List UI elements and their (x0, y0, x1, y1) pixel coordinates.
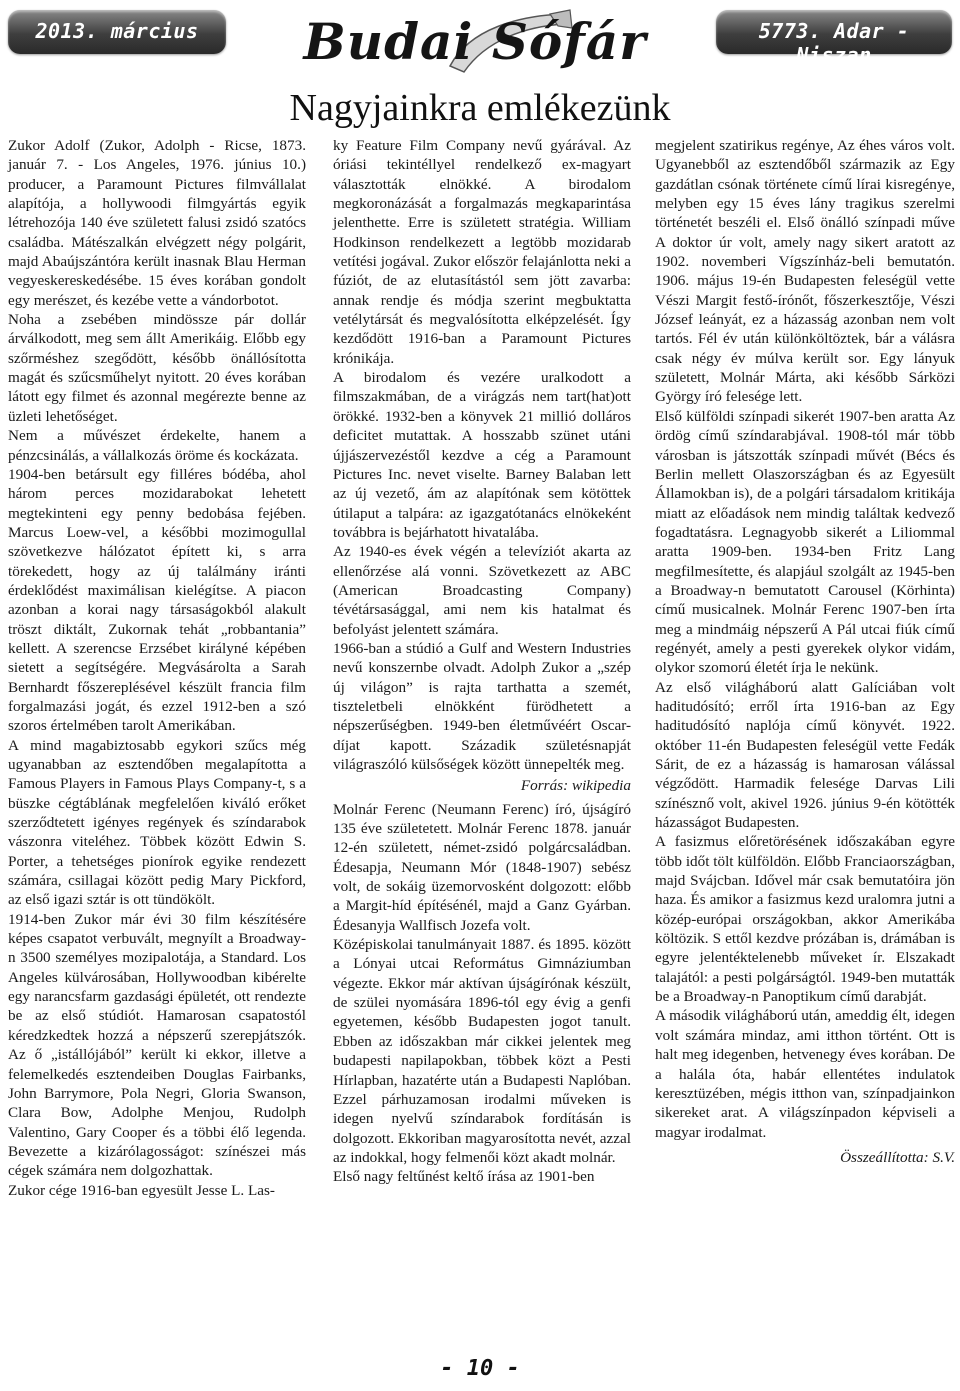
source-credit: Forrás: wikipedia (520, 777, 631, 795)
date-right: 5773. Adar - Niszan (758, 19, 910, 67)
paragraph: 1914-ben Zukor már évi 30 film készítésére képes csapatot verbuvált, megnyílt a Broadway-n 3500 személyes mozipalotája, a Standard. Los Angeles külvárosában, Hollywoodban kibérelte egy narancsfarm gazdasági épületét, ott rendezte be az első stúdiót. Hamarosan csapatostól kéredzkedtek hozzá a népszerű szerepjátszók. Az ő „istállójából” került ki ekkor, illetve a felemelkedés esztendeiben Douglas Fairbanks, John Barrymore, Pola Negri, Gloria Swanson, Clara Bow, Adolphe Menjou, Rudolph Valentino, Gary Cooper és a többi élő legenda. Bevezette a kizárólagosságot: színészei más cégek számára nem dolgozhattak. (8, 910, 306, 1180)
paragraph: Az 1940-es évek végén a televíziót akarta az ellenőrzése alá vonni. Szövetkezett az ABC (American Broadcasting Company) tévétársasággal, ami nem kis hatalmat és befolyást jelentett számára. (333, 543, 631, 638)
date-right-badge (716, 10, 952, 67)
signature: Összeállította: S.V. (840, 1148, 955, 1166)
paragraph: Nem a művészet érdekelte, hanem a pénzcsinálás, a vállalkozás öröme és kockázata. (8, 427, 306, 464)
page-number: - 10 - (440, 1356, 520, 1381)
paragraph: Noha a zsebében mindössze pár dollár árválkodott, meg sem állt Amerikáig. Előbb egy szőrméshez szegődött, később önállósította magát és szűcsműhelyt nyitott. 20 éves korában látott egy filmet és azonnal megérezte benne az üzleti lehetőséget. (8, 311, 306, 425)
paragraph: Molnár Ferenc (Neumann Ferenc) író, újságíró 135 éve születetett. Molnár Ferenc 1878. január 12-én született, német-zsidó polgárcsaládban. Édesapja, Neumann Mór (1848-1907) sebész volt, de sokáig üzemorvosként dolgozott: előbb a Margit-híd építésénél, majd a Ganz Gyárban. Édesanyja Wallfisch Jozefa volt. (333, 800, 631, 934)
paragraph: Zukor Adolf (Zukor, Adolph - Ricse, 1873. január 7. - Los Angeles, 1976. június 10.) producer, a Paramount Pictures filmvállalat alapítója, a hollywoodi filmgyártás egyik létrehozója 140 éve született falusi zsidó szatócs családba. Mátészalkán elvégzett négy polgárit, majd Abaújszántóra került inasnak Blau Herman vegyeskereskedésébe. 15 éves korában gondolt egy merészet, és kezébe vette a vándorbotot. (8, 137, 306, 309)
paragraph: A birodalom és vezére uralkodott a filmszakmában, de a virágzás nem tart(hat)ott örökké. 1932-ben a könyvek 21 millió dolláros deficitet mutattak. A hosszabb szünet utáni újjászervezéstől kezdve a cég a Paramount Pictures Inc. nevet viselte. Barney Balaban lett az új vezető, ám az alapítónak sem kötöttek útilaput a talpára: az igazgatótanács elnökeként továbbra is bejárhatott hivatalába. (333, 369, 631, 541)
paragraph: A mind magabiztosabb egykori szűcs még ugyanabban az esztendőben megalapította a Famous Players in Famous Plays Company-t, s a büszke cégtáblának megfelelően kiváló erőket szerződtetett igényes regények és színdarabok vászonra viteléhez. Többek között Edwin S. Porter, a tehetséges pionírok egyike rendezett számára, csillagai között pedig Mary Pickford, az első igazi sztár is ott tündökölt. (8, 736, 306, 909)
paragraph: Középiskolai tanulmányait 1887. és 1895. között a Lónyai utcai Református Gimnáziumban végezte. Ekkor már aktívan újságírónak készült, de szülei nyomására 1896-tól egy évig a genfi egyetemen, később Budapesten jogot tanult. Ebben az időszakban már cikkei jelentek meg budapesti napilapokban, többek közt a Pesti Hírlapban, hazatérte után a Budapesti Naplóban. Ezzel párhuzamosan irodalmi műveken is idegen nyelvű színdarabok fordításán is dolgozott. Ekkoriban magyarosította nevét, azzal az indokkal, hogy felmenői közt akadt molnár. (333, 936, 631, 1166)
paragraph: Első külföldi színpadi sikerét 1907-ben aratta Az ördög című színdarabjával. 1908-tól már több városban is játszották színpadi művét (Bécs és Berlin mellett Olaszországban és az Egyesült Államokban is), de a polgári társadalom kritikája miatt az előadások nem mindig találtak kedvező fogadtatásra. Legnagyobb sikerét a Liliommal aratta 1909-ben. 1934-ben Fritz Lang megfilmesítette, és alapjául szolgált az 1945-ben a Broadway-n bemutatott Carousel (Körhinta) című musicalnek. Molnár Ferenc 1907-ben írta meg a mindmáig népszerű A Pál utcai fiúk című regényét, amely a pesti gyerekek olykor vidám, olykor szomorú életét írja le nekünk. (655, 407, 955, 677)
paragraph: 1904-ben betársult egy filléres bódéba, ahol három perces mozidarabokat lehetett megtekinteni egy penny bedobása fejében. Marcus Loew-vel, a későbbi mozimogullal szövetkezve hálózatot épített ki, s arra törekedett, hogy az új találmány iránti érdeklődést maximálisan kielégítse. A piacon azonban a korai nagy társaságokból alakult tröszt diktált, Zukornak tehát „robbantania” kellett. A szerencse Erzsébet királyné képében sietett a segítségére. Megvásárolta a Sarah Bernhardt főszereplésével készült francia film forgalmazási jogát, és ezzel 1912-ben a szó szoros értelmében tarolt Amerikában. (8, 465, 306, 735)
date-left: 2013. március (35, 19, 199, 43)
masthead-title: Budai Sófár (303, 12, 647, 71)
column-2 (333, 136, 631, 1187)
paragraph: 1966-ban a stúdió a Gulf and Western Industries nevű konszernbe olvadt. Adolph Zukor a „szép új világon” is rajta tarthatta a szemét, tiszteletbeli elnökként fürödhetett a népszerűségben. 1949-ben életművéért Oscar-díjat kapott. Századik születésnapját világraszóló külsőségek között ünnepelték meg. (333, 639, 631, 773)
paragraph: Első nagy feltűnést keltő írása az 1901-ben (333, 1168, 595, 1186)
page-header (0, 0, 960, 140)
section-title: Nagyjainkra emlékezünk (289, 87, 671, 129)
page-footer (0, 1356, 960, 1384)
date-left-badge (8, 10, 226, 54)
paragraph: ky Feature Film Company nevű gyárával. Az óriási tekintéllyel rendelkező ex-magyart választották elnökké. A birodalom megkoronázását a forgalmazás megkaparintása jelenthette. Erre is született stratégia. William Hodkinson rendelkezett a legtöbb mozidarab vetítési jogával. Zukor először felajánlotta neki a fúziót, de az elutasítástól sem jött zavarba: annak rendje és módja szerint megbuktatta vetélytársát és megvalósította elképzelését. Így kezdődött 1916-ban a Paramount Pictures krónikája. (333, 137, 631, 367)
column-3 (655, 136, 955, 1167)
paragraph: Zukor cége 1916-ban egyesült Jesse L. Las- (8, 1181, 275, 1199)
paragraph: A fasizmus előretörésének időszakában egyre több időt tölt külföldön. Előbb Franciaországban, majd Svájcban. Idővel már csak bemutatóira jön haza. És amikor a fasizmus kezd uralomra jutni a közép-európai országokban, akkor Amerikába költözik. S ettől kezdve prózában is, drámában is egyre jelentéktelenebb műveket ír. Elszakadt talajától: a pesti polgárságtól. 1949-ben mutatták be a Broadway-n Panoptikum című darabját. (655, 833, 955, 1006)
column-1 (8, 136, 306, 1200)
paragraph: Az első világháború alatt Galíciában volt haditudósító; erről írta 1916-ban az Egy haditudósító naplója című könyvét. 1922. október 11-én Budapesten feleségül vette Fedák Sárit, de ez a házasság is hamarosan válással végződött. Harmadik felesége Darvas Lili színésznő volt, akivel 1926. június 9-én kötötték házasságot Budapesten. (655, 678, 955, 832)
masthead (240, 6, 710, 88)
paragraph: megjelent szatirikus regénye, Az éhes város volt. Ugyanebből az esztendőből származik az Egy gazdátlan csónak története című lírai kisregénye, melyben egy 15 éves lány tragikus szerelmi történetét beszéli el. Első önálló színpadi műve A doktor úr volt, amely nagy sikert aratott az 1902. novemberi Vígszínház-beli bemutatón. 1906. május 19-én Budapesten feleségül vette Vészi Margit festő-írónőt, főszerkesztője, Vészi József leányát, ez a házasság azonban nem volt tartós. Fél év után különköltöztek, bár a válásra csak négy év múlva került sor. Egy lányuk született, Molnár Márta, aki később Sárközi György író felesége lett. (655, 137, 955, 406)
paragraph: A második világháború után, ameddig élt, idegen volt számára mindaz, ami itthon történt. Ott is halt meg idegenben, hetvenegy éves korában. De a halála óta, habár ellentétes indulatok keresztüzében, mégis itthon van, színpadjainkon sikereket arat. A világszínpadon képviseli a magyar irodalmat. (655, 1007, 955, 1141)
